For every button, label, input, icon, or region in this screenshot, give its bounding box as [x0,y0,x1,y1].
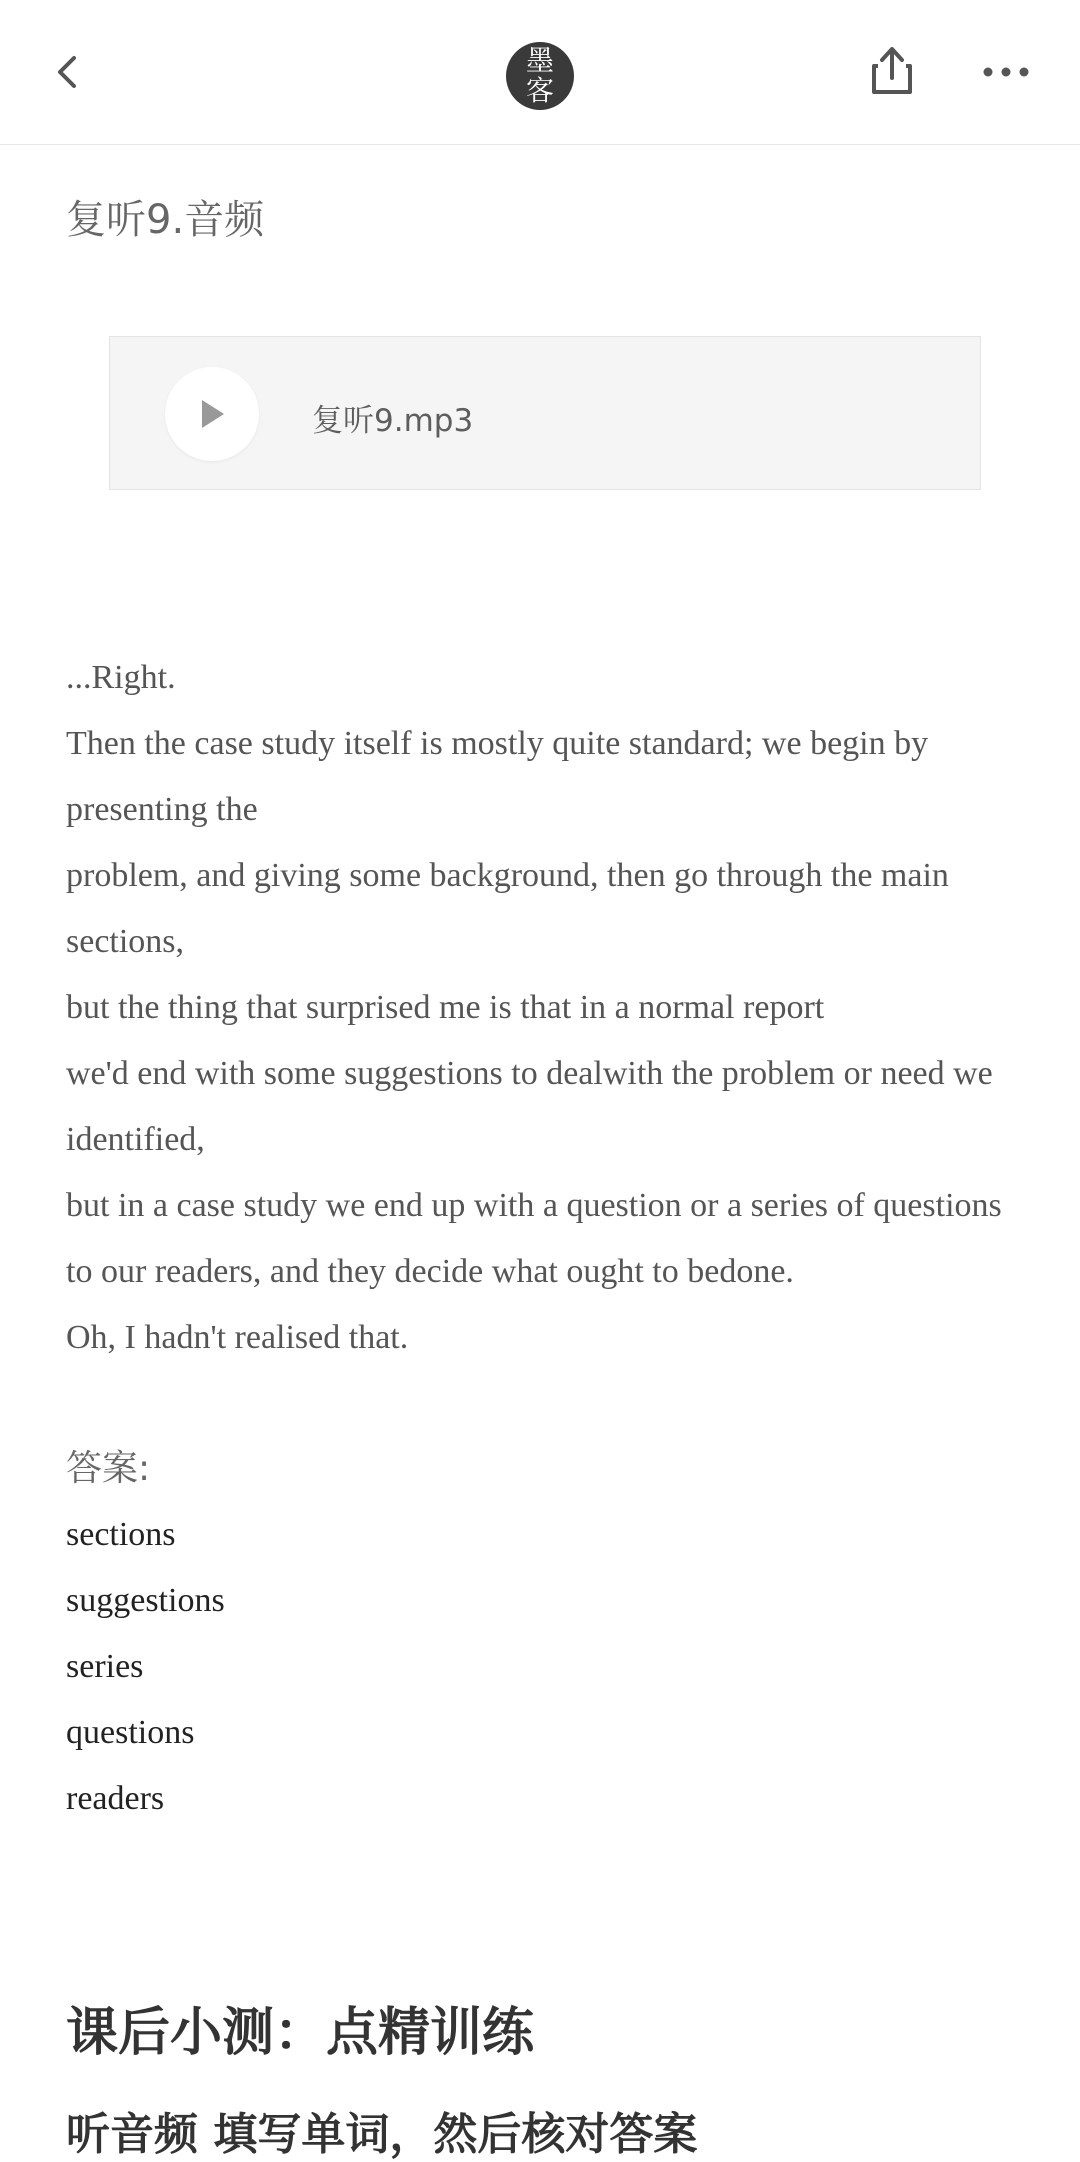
play-icon [197,397,227,431]
answer-item: sections [66,1516,176,1553]
audio-player-card[interactable] [109,336,981,490]
transcript-line: but the thing that surprised me is that in a normal report [66,989,825,1026]
top-navigation-bar [0,0,1080,145]
transcript-line: problem, and giving some background, then go through the main sections, [66,857,949,960]
transcript-line: ...Right. [66,659,176,696]
transcript-line: we'd end with some suggestions to dealwith the problem or need we identified, [66,1055,993,1158]
section-instruction: 听音频 填写单词，然后核对答案 [66,2109,698,2160]
share-icon [870,44,914,96]
answer-label: 答案: [66,1448,151,1489]
answer-item: readers [66,1780,165,1817]
logo-char-2: 客 [525,74,554,107]
transcript-line: but in a case study we end up with a question or a series of questions to our readers, and they decide what ought to bedone. [66,1187,1002,1290]
more-options-button[interactable] [966,40,1046,104]
chevron-left-icon [48,52,88,92]
answer-item: questions [66,1714,195,1751]
logo-char-1: 墨 [525,44,554,77]
audio-file-name: 复听9.mp3 [312,403,474,439]
back-button[interactable] [36,40,100,104]
transcript [66,645,1016,1371]
answer-list [66,1502,225,1832]
transcript-line: Oh, I hadn't realised that. [66,1319,409,1356]
answer-item: series [66,1648,144,1685]
app-logo [506,42,574,110]
article-title: 复听9.音频 [66,197,265,243]
play-button[interactable] [165,367,259,461]
transcript-line: Then the case study itself is mostly quite standard; we begin by presenting the [66,725,929,828]
answer-item: suggestions [66,1582,225,1619]
more-horizontal-icon [982,66,1030,78]
share-button[interactable] [860,36,924,104]
section-heading: 课后小测：点精训练 [66,2003,535,2063]
